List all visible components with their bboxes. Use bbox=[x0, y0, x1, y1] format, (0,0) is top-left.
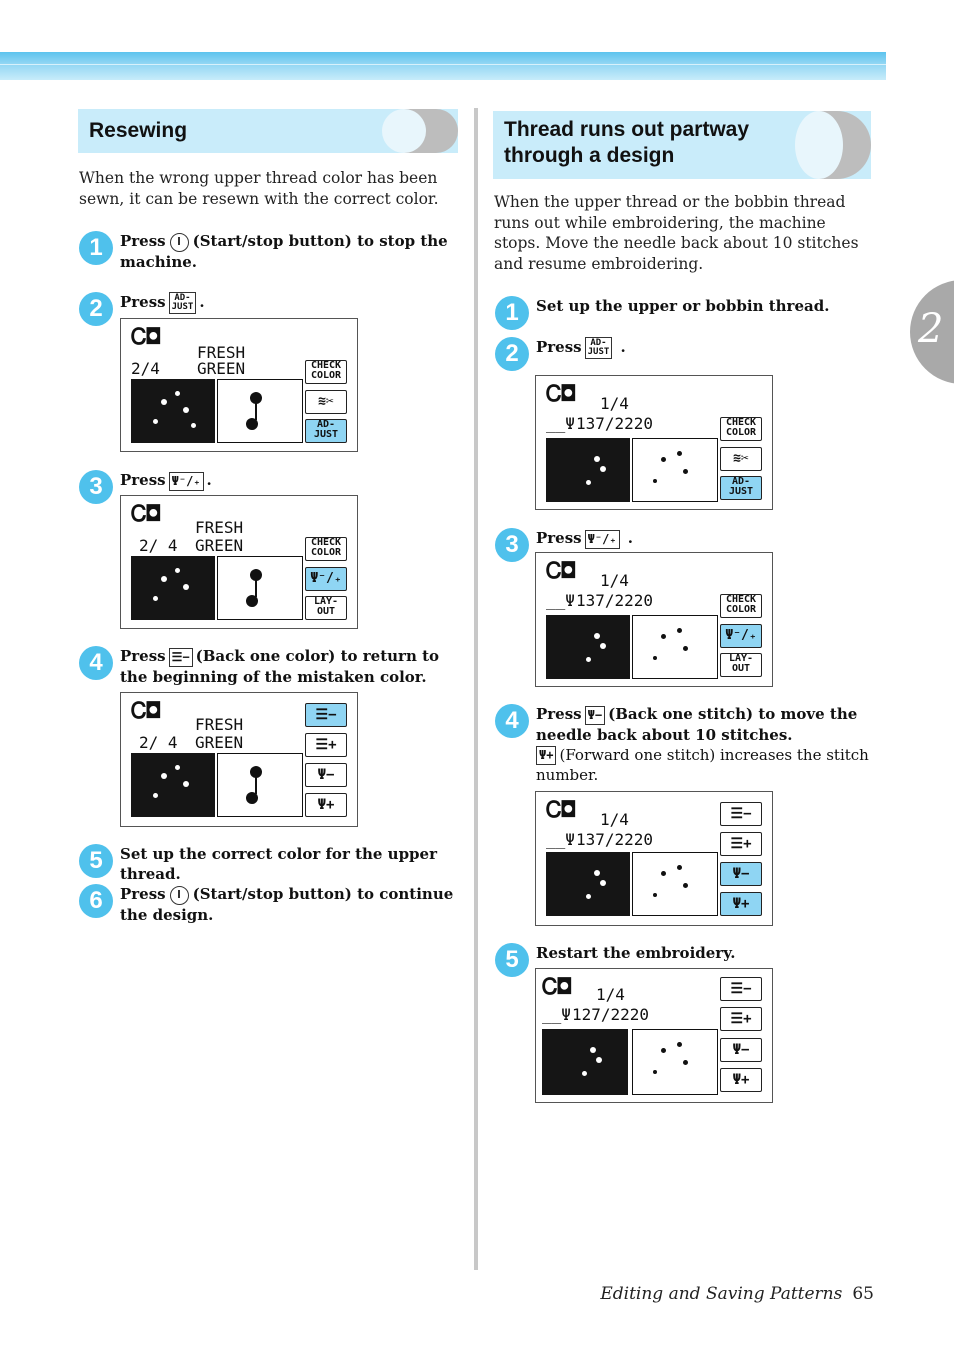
color-preview-pane bbox=[217, 556, 303, 620]
step-text: Press bbox=[120, 471, 166, 489]
check-color-button[interactable]: CHECK COLOR bbox=[305, 360, 347, 384]
step-text: Press bbox=[536, 705, 582, 723]
color-counter: 2/ 4 bbox=[139, 733, 178, 752]
step-number: 3 bbox=[79, 470, 113, 504]
color-counter: 1/4 bbox=[600, 571, 629, 590]
thread-icon: Ꮯ◘ bbox=[542, 975, 571, 1000]
step-text: (Start/stop button) to continue the design. bbox=[120, 885, 454, 924]
step-2: 2 Press AD- JUST . bbox=[495, 337, 875, 367]
step-number: 2 bbox=[495, 337, 529, 371]
start-stop-icon bbox=[170, 233, 189, 252]
forward-one-color-button[interactable]: ☰+ bbox=[720, 1007, 762, 1031]
step-text: Press bbox=[120, 647, 166, 665]
back-one-color-icon: ☰− bbox=[169, 648, 193, 667]
thread-icon: Ꮯ◘ bbox=[131, 502, 160, 527]
design-preview-pane bbox=[632, 1029, 718, 1095]
step-6 bbox=[79, 884, 459, 924]
step-number: 1 bbox=[79, 231, 113, 265]
color-name: FRESH bbox=[195, 518, 244, 537]
footer-section: Editing and Saving Patterns bbox=[600, 1284, 843, 1304]
needle-key-icon: Ψ⁻/₊ bbox=[169, 472, 204, 491]
header-band bbox=[0, 52, 886, 80]
back-one-stitch-button[interactable]: Ψ− bbox=[305, 763, 347, 787]
needle-key-icon: Ψ⁻/₊ bbox=[585, 530, 620, 549]
step-text: Press bbox=[120, 293, 166, 311]
stitch-counter: 127/2220 bbox=[572, 1005, 650, 1024]
color-name: GREEN bbox=[195, 536, 244, 555]
step-3: 3 Press Ψ⁻/₊ . bbox=[495, 528, 875, 558]
adjust-key-icon: AD- JUST bbox=[169, 292, 197, 314]
needle-icon: __Ψ bbox=[546, 830, 575, 849]
check-color-button[interactable]: CHECK COLOR bbox=[720, 594, 762, 618]
thread-icon: Ꮯ◘ bbox=[131, 325, 160, 350]
step-number: 3 bbox=[495, 528, 529, 562]
step-number: 5 bbox=[495, 943, 529, 977]
section-heading-thread-runs-out bbox=[493, 111, 871, 179]
needle-icon: __Ψ bbox=[546, 591, 575, 610]
adjust-button[interactable]: AD- JUST bbox=[305, 419, 347, 443]
step-1 bbox=[79, 231, 459, 271]
step-1 bbox=[495, 296, 875, 326]
intro-text: When the wrong upper thread color has been sewn, it can be resewn with the correct color. bbox=[79, 169, 439, 208]
preview-pane bbox=[542, 1029, 628, 1095]
lcd-screen bbox=[120, 692, 358, 827]
back-one-color-button[interactable]: ☰− bbox=[720, 802, 762, 826]
step-number: 5 bbox=[79, 844, 113, 878]
layout-button[interactable]: LAY- OUT bbox=[720, 653, 762, 677]
section-title: Thread runs out partway through a design bbox=[504, 118, 750, 167]
lcd-screen bbox=[535, 968, 773, 1103]
color-name: GREEN bbox=[195, 733, 244, 752]
step-number: 4 bbox=[79, 646, 113, 680]
thread-icon: Ꮯ◘ bbox=[546, 382, 575, 407]
thread-icon: Ꮯ◘ bbox=[131, 699, 160, 724]
step-4: 4 Press ☰− (Back one color) to return to the beginning of the mistaken color. bbox=[79, 646, 459, 686]
page-number: 65 bbox=[852, 1284, 874, 1304]
adjust-button[interactable]: AD- JUST bbox=[720, 476, 762, 500]
thread-icon: Ꮯ◘ bbox=[546, 798, 575, 823]
lcd-screen bbox=[535, 791, 773, 926]
design-preview-pane bbox=[632, 615, 718, 679]
check-color-button[interactable]: CHECK COLOR bbox=[720, 417, 762, 441]
forward-one-stitch-button[interactable]: Ψ+ bbox=[720, 1068, 762, 1092]
forward-one-stitch-button[interactable]: Ψ+ bbox=[720, 892, 762, 916]
start-stop-icon bbox=[170, 886, 189, 905]
stitch-counter: 137/2220 bbox=[576, 414, 654, 433]
layout-button[interactable]: LAY- OUT bbox=[305, 596, 347, 620]
back-one-stitch-icon: Ψ− bbox=[585, 706, 605, 725]
preview-pane bbox=[546, 852, 630, 916]
back-one-color-button[interactable]: ☰− bbox=[305, 703, 347, 727]
step-text: Press bbox=[120, 885, 166, 903]
needle-icon: __Ψ bbox=[546, 414, 575, 433]
section-title: Resewing bbox=[89, 119, 188, 142]
color-counter: 2/4 bbox=[131, 359, 160, 378]
step-text: Press bbox=[120, 232, 166, 250]
stitch-counter: 137/2220 bbox=[576, 830, 654, 849]
step-text: Restart the embroidery. bbox=[536, 944, 736, 962]
step-5 bbox=[79, 844, 459, 883]
step-text: (Start/stop button) to stop the machine. bbox=[120, 232, 448, 271]
step-4: 4 Press Ψ− (Back one stitch) to move the needle back about 10 stitches. Ψ+ (Forward one stitch) increases the stitch number. bbox=[495, 704, 875, 784]
step-3: 3 Press Ψ⁻/₊ . bbox=[79, 470, 459, 500]
step-number: 2 bbox=[79, 292, 113, 326]
color-preview-pane bbox=[217, 379, 303, 443]
preview-pane bbox=[546, 615, 630, 679]
color-preview-pane bbox=[217, 753, 303, 817]
color-counter: 1/4 bbox=[600, 810, 629, 829]
step-text: Set up the upper or bobbin thread. bbox=[536, 297, 830, 315]
lcd-screen bbox=[535, 552, 773, 687]
color-counter: 1/4 bbox=[600, 394, 629, 413]
lcd-screen bbox=[535, 375, 773, 510]
preview-pane bbox=[131, 753, 215, 817]
step-number: 4 bbox=[495, 704, 529, 738]
color-name: FRESH bbox=[195, 715, 244, 734]
back-one-stitch-button[interactable]: Ψ− bbox=[720, 1038, 762, 1062]
forward-one-stitch-button[interactable]: Ψ+ bbox=[305, 793, 347, 817]
chapter-tab bbox=[910, 280, 954, 384]
chapter-number: 2 bbox=[918, 306, 944, 352]
check-color-button[interactable]: CHECK COLOR bbox=[305, 537, 347, 561]
section-heading-resewing bbox=[78, 109, 458, 153]
forward-one-color-button[interactable]: ☰+ bbox=[305, 733, 347, 757]
design-preview-pane bbox=[632, 852, 718, 916]
preview-pane bbox=[131, 556, 215, 620]
preview-pane bbox=[546, 438, 630, 502]
back-one-color-button[interactable]: ☰− bbox=[720, 977, 762, 1001]
preview-pane bbox=[131, 379, 215, 443]
color-counter: 1/4 bbox=[596, 985, 625, 1004]
thread-cut-button[interactable]: ≋✂ bbox=[305, 390, 347, 414]
step-text: Press bbox=[536, 529, 582, 547]
needle-adjust-button[interactable]: Ψ⁻/₊ bbox=[305, 567, 347, 591]
color-name: GREEN bbox=[197, 359, 246, 378]
page-footer bbox=[600, 1284, 874, 1304]
design-preview-pane bbox=[632, 438, 718, 502]
color-name: FRESH bbox=[197, 343, 246, 362]
adjust-key-icon: AD- JUST bbox=[585, 337, 613, 359]
step-text: Press bbox=[536, 338, 582, 356]
color-counter: 2/ 4 bbox=[139, 536, 178, 555]
needle-adjust-button[interactable]: Ψ⁻/₊ bbox=[720, 624, 762, 648]
stitch-counter: 137/2220 bbox=[576, 591, 654, 610]
lcd-screen bbox=[120, 318, 358, 452]
step-note: (Forward one stitch) increases the stitch number. bbox=[536, 745, 869, 784]
intro-text: When the upper thread or the bobbin thread runs out while embroidering, the machine stops. Move the needle back about 10 stitches and resume embroidering. bbox=[494, 193, 859, 273]
step-number: 6 bbox=[79, 884, 113, 918]
column-divider bbox=[474, 108, 478, 1270]
thread-cut-button[interactable]: ≋✂ bbox=[720, 447, 762, 471]
step-number: 1 bbox=[495, 296, 529, 330]
needle-icon: __Ψ bbox=[542, 1005, 571, 1024]
forward-one-stitch-icon: Ψ+ bbox=[536, 746, 556, 765]
lcd-screen bbox=[120, 495, 358, 629]
step-text: Set up the correct color for the upper thread. bbox=[120, 845, 437, 883]
forward-one-color-button[interactable]: ☰+ bbox=[720, 832, 762, 856]
thread-icon: Ꮯ◘ bbox=[546, 559, 575, 584]
step-2: 2 Press AD- JUST . bbox=[79, 292, 459, 322]
back-one-stitch-button[interactable]: Ψ− bbox=[720, 862, 762, 886]
